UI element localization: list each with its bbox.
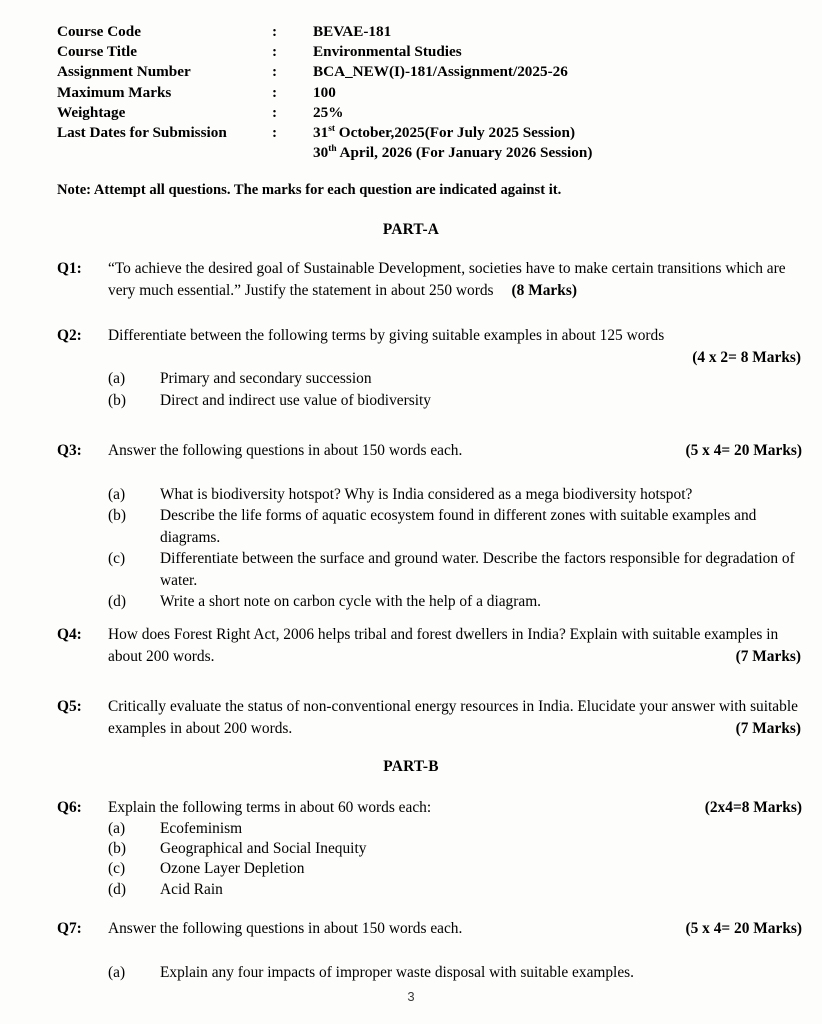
sub-question-item	[57, 819, 802, 839]
question-body	[57, 258, 802, 301]
question-marks: (4 x 2= 8 Marks)	[692, 348, 801, 366]
submission-day-2: 30	[313, 144, 329, 162]
meta-value-submission-dates	[313, 123, 777, 163]
meta-row-assignment-number	[57, 62, 777, 82]
question-body	[57, 624, 802, 667]
sub-question-text: Acid Rain	[160, 880, 223, 898]
submission-day-1: 31	[313, 124, 329, 142]
sub-question-letter: (b)	[108, 839, 126, 857]
question-text: Answer the following questions in about 150 words each.	[108, 442, 463, 459]
meta-label: Course Title	[57, 43, 138, 61]
meta-label: Course Code	[57, 23, 141, 40]
question-text: Critically evaluate the status of non-conventional energy resources in India. Elucidate your answer with suitable examples in about 200 words.	[108, 698, 798, 737]
question-q2	[57, 325, 802, 411]
meta-value: 25%	[313, 103, 344, 121]
question-q1	[57, 258, 802, 301]
meta-label: Weightage	[57, 103, 126, 121]
meta-colon: :	[272, 23, 278, 40]
sub-question-text: Primary and secondary succession	[160, 370, 372, 387]
sub-question-letter: (a)	[108, 370, 126, 387]
meta-colon: :	[272, 124, 278, 142]
meta-value: BEVAE-181	[313, 23, 392, 40]
meta-value: BCA_NEW(I)-181/Assignment/2025-26	[313, 63, 568, 81]
question-text: Answer the following questions in about 150 words each.	[108, 920, 463, 937]
sub-question-item	[57, 505, 802, 548]
question-q6	[57, 797, 802, 900]
sub-question-text: Ozone Layer Depletion	[160, 860, 305, 878]
sub-question-letter: (d)	[108, 593, 126, 610]
sub-question-letter: (b)	[108, 391, 126, 409]
meta-label: Last Dates for Submission	[57, 124, 227, 142]
sub-question-list	[57, 962, 802, 984]
question-label: Q1:	[57, 260, 82, 277]
meta-row-last-dates-for-submission	[57, 123, 777, 163]
question-marks: (7 Marks)	[735, 719, 801, 737]
question-body	[57, 797, 802, 819]
meta-row-weightage	[57, 103, 777, 123]
sub-question-letter: (a)	[108, 819, 126, 837]
sub-question-text: Direct and indirect use value of biodiversity	[160, 391, 431, 409]
meta-row-course-code	[57, 22, 777, 42]
question-label: Q7:	[57, 920, 82, 937]
sub-question-letter: (a)	[108, 963, 126, 981]
question-label: Q4:	[57, 626, 82, 643]
question-marks: (5 x 4= 20 Marks)	[685, 442, 802, 459]
question-marks: (7 Marks)	[735, 647, 801, 665]
sub-question-item	[57, 962, 802, 984]
question-label: Q5:	[57, 698, 82, 715]
ordinal-suffix-2: th	[328, 144, 337, 155]
meta-row-course-title	[57, 42, 777, 62]
sub-question-text: Describe the life forms of aquatic ecosystem found in different zones with suitable examples and diagrams.	[160, 507, 757, 546]
sub-question-item	[57, 484, 802, 506]
meta-label: Maximum Marks	[57, 83, 172, 101]
sub-question-letter: (b)	[108, 507, 126, 524]
question-body	[57, 918, 802, 940]
submission-date-line-1	[313, 124, 575, 141]
question-label: Q3:	[57, 442, 82, 459]
question-q7	[57, 918, 802, 983]
sub-question-text: Write a short note on carbon cycle with the help of a diagram.	[160, 593, 542, 610]
meta-label: Assignment Number	[57, 63, 191, 81]
question-marks: (5 x 4= 20 Marks)	[685, 920, 802, 937]
sub-question-letter: (c)	[108, 860, 126, 878]
part-b-heading: PART-B	[383, 758, 439, 775]
sub-question-item	[57, 548, 802, 591]
meta-colon: :	[272, 103, 278, 121]
sub-question-item	[57, 390, 802, 412]
sub-question-list	[57, 368, 802, 411]
sub-question-text: Ecofeminism	[160, 819, 243, 837]
sub-question-letter: (c)	[108, 550, 126, 567]
part-a-heading: PART-A	[382, 221, 440, 238]
question-q4	[57, 624, 802, 667]
sub-question-text: Geographical and Social Inequity	[160, 839, 367, 857]
meta-colon: :	[272, 63, 278, 81]
meta-colon: :	[272, 43, 278, 61]
question-label: Q2:	[57, 327, 82, 344]
question-body	[57, 325, 802, 368]
question-body	[57, 440, 802, 462]
submission-rest-2: April, 2026 (For January 2026 Session)	[336, 144, 593, 162]
question-q3	[57, 440, 802, 613]
sub-question-item	[57, 839, 802, 859]
question-marks: (8 Marks)	[511, 281, 577, 299]
sub-question-item	[57, 859, 802, 879]
sub-question-text: What is biodiversity hotspot? Why is India considered as a mega biodiversity hotspot?	[160, 485, 693, 503]
meta-value: 100	[313, 83, 336, 101]
sub-question-text: Differentiate between the surface and ground water. Describe the factors responsible for degradation of water.	[160, 550, 795, 589]
sub-question-list	[57, 819, 802, 901]
question-body	[57, 696, 802, 739]
sub-question-letter: (a)	[108, 485, 126, 503]
meta-colon: :	[272, 83, 278, 101]
submission-date-line-2	[313, 144, 592, 161]
question-text: Differentiate between the following terms by giving suitable examples in about 125 words	[108, 327, 665, 344]
course-meta-block	[57, 22, 777, 163]
meta-row-maximum-marks	[57, 83, 777, 103]
question-q5	[57, 696, 802, 739]
sub-question-text: Explain any four impacts of improper waste disposal with suitable examples.	[160, 963, 635, 981]
meta-value: Environmental Studies	[313, 43, 462, 61]
question-text: How does Forest Right Act, 2006 helps tribal and forest dwellers in India? Explain with suitable examples in about 200 words.	[108, 626, 779, 665]
instructions-note: Note: Attempt all questions. The marks for each question are indicated against it.	[57, 182, 562, 198]
ordinal-suffix-1: st	[328, 123, 335, 134]
page-number: 3	[407, 989, 415, 1004]
sub-question-item	[57, 591, 802, 613]
question-label: Q6:	[57, 799, 82, 816]
question-text: “To achieve the desired goal of Sustainable Development, societies have to make certain transitions which are very much essential.” Justify the statement in about 250 words	[108, 260, 786, 299]
submission-rest-1: October,2025(For July 2025 Session)	[334, 124, 576, 142]
sub-question-list	[57, 484, 802, 613]
question-text: Explain the following terms in about 60 words each:	[108, 799, 432, 816]
question-marks: (2x4=8 Marks)	[704, 799, 802, 816]
sub-question-item	[57, 368, 802, 390]
sub-question-item	[57, 880, 802, 900]
sub-question-letter: (d)	[108, 880, 126, 898]
